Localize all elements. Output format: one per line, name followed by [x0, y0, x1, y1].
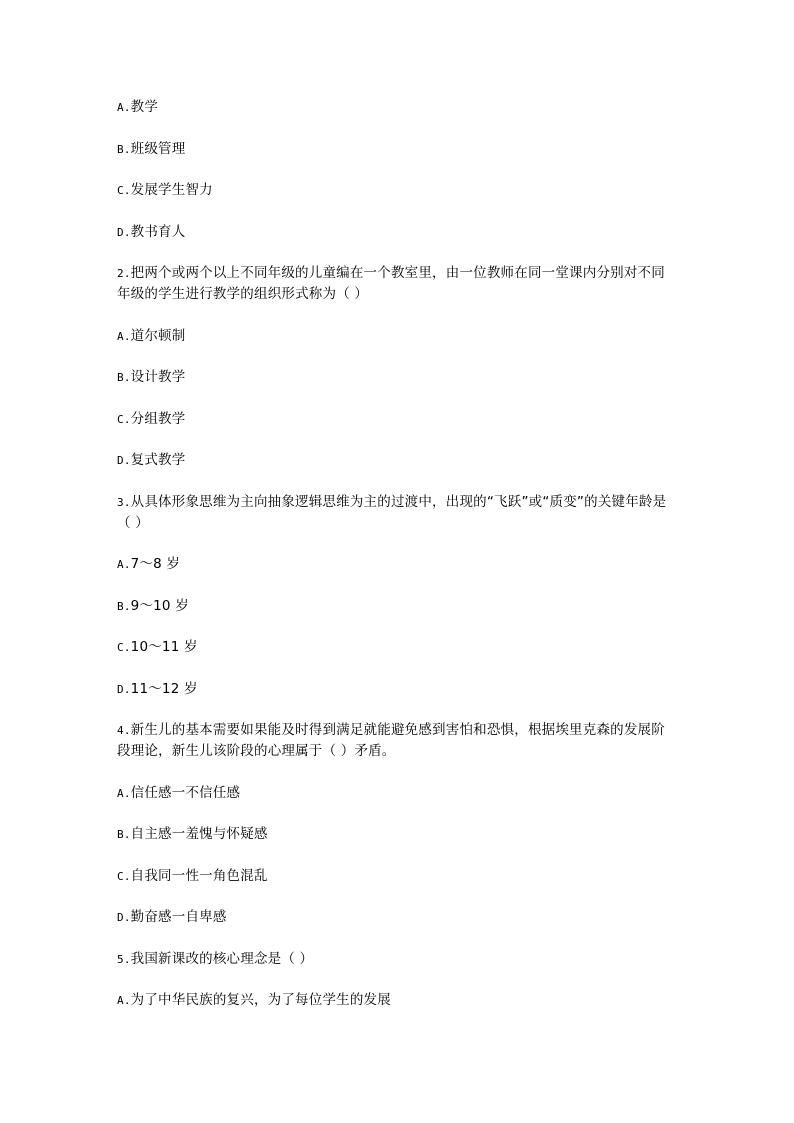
option-q2-c	[117, 409, 672, 430]
option-label: C.	[117, 869, 131, 883]
option-label: D.	[117, 911, 131, 924]
question-3	[117, 492, 672, 534]
option-text: 11～12 岁	[130, 680, 198, 697]
option-label: D.	[117, 454, 131, 467]
option-text: 信任感一不信任感	[130, 784, 241, 801]
option-label: C.	[117, 184, 131, 197]
question-number: 4.	[117, 724, 131, 737]
option-text: 道尔顿制	[130, 327, 186, 344]
option-label: C.	[117, 641, 131, 654]
option-text: 复式教学	[130, 452, 186, 468]
option-label: B.	[117, 599, 131, 613]
option-q1-c	[117, 180, 672, 201]
question-text: 新生儿的基本需要如果能及时得到满足就能避免感到害怕和恐惧，根据埃里克森的发展阶段理论，新生儿该阶段的心理属于（ ）矛盾。	[117, 722, 665, 759]
option-q4-d	[117, 907, 672, 928]
option-label: A.	[117, 329, 131, 343]
option-text: 教学	[130, 99, 159, 115]
option-text: 教书育人	[130, 223, 186, 240]
option-label: D.	[117, 225, 131, 239]
question-2	[117, 263, 672, 305]
option-label: B.	[117, 371, 131, 384]
option-q3-c	[117, 637, 672, 658]
option-text: 勤奋感一自卑感	[130, 909, 227, 925]
question-number: 2.	[117, 267, 131, 280]
option-text: 自我同一性一角色混乱	[130, 867, 268, 884]
option-text: 7～8 岁	[130, 556, 181, 572]
option-text: 分组教学	[130, 410, 186, 427]
option-label: C.	[117, 412, 131, 426]
question-number: 3.	[117, 495, 131, 509]
option-label: A.	[117, 558, 131, 571]
option-label: D.	[117, 682, 131, 696]
option-q3-b	[117, 596, 672, 617]
option-text: 10～11 岁	[130, 639, 198, 655]
option-q3-a	[117, 554, 672, 575]
option-text: 设计教学	[130, 369, 186, 385]
question-text: 从具体形象思维为主向抽象逻辑思维为主的过渡中，出现的“飞跃”或“质变”的关键年龄是（ ）	[117, 493, 667, 531]
option-label: B.	[117, 142, 131, 156]
question-number: 5.	[117, 952, 131, 966]
question-text: 把两个或两个以上不同年级的儿童编在一个教室里，由一位教师在同一堂课内分别对不同年级的学生进行教学的组织形式称为（ ）	[117, 265, 665, 302]
option-text: 班级管理	[130, 140, 186, 157]
option-q4-c	[117, 866, 672, 887]
question-text: 我国新课改的核心理念是（ ）	[130, 950, 314, 967]
option-q2-a	[117, 326, 672, 347]
question-5	[117, 949, 672, 970]
option-text: 自主感一羞愧与怀疑感	[130, 826, 268, 842]
option-q2-d	[117, 450, 672, 471]
option-label: A.	[117, 101, 131, 114]
option-label: A.	[117, 786, 131, 800]
option-text: 9～10 岁	[130, 597, 189, 614]
option-q1-d	[117, 222, 672, 243]
option-label: B.	[117, 828, 131, 841]
option-q4-b	[117, 824, 672, 845]
question-4	[117, 720, 672, 762]
option-text: 发展学生智力	[130, 182, 213, 198]
option-q5-a	[117, 990, 672, 1011]
option-q3-d	[117, 679, 672, 700]
option-text: 为了中华民族的复兴，为了每位学生的发展	[130, 992, 391, 1008]
option-q1-b	[117, 139, 672, 160]
document-content	[117, 97, 672, 1032]
option-q2-b	[117, 367, 672, 388]
option-label: A.	[117, 994, 131, 1007]
option-q4-a	[117, 783, 672, 804]
option-q1-a	[117, 97, 672, 118]
